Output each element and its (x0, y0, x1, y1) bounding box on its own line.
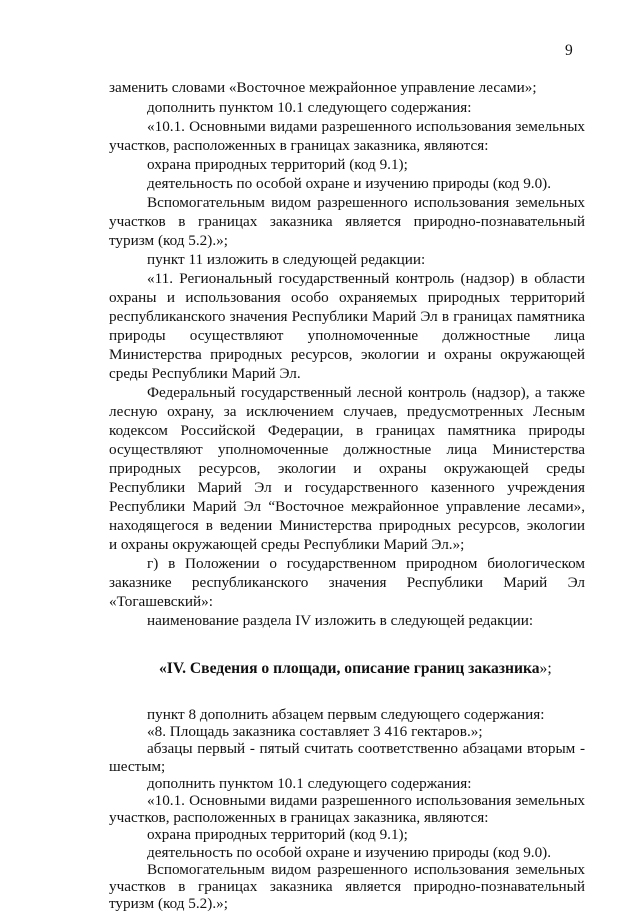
text-line: участков, расположенных в границах заказника, являются: (109, 809, 489, 827)
section-heading (159, 660, 552, 678)
text-line: заменить словами «Восточное межрайонное управление лесами»; (109, 79, 537, 96)
text-line: находящегося в ведении Министерства природных ресурсов, экологии (109, 517, 585, 534)
text-line: Федеральный государственный лесной контроль (надзор), а также (147, 384, 585, 401)
text-line: «10.1. Основными видами разрешенного использования земельных (147, 118, 585, 135)
text-line: «11. Региональный государственный контроль (надзор) в области (147, 270, 585, 287)
text-line: Министерства природных ресурсов, экологии и охраны окружающей (109, 346, 585, 363)
section-heading-bold: «IV. Сведения о площади, описание границ заказника (159, 660, 540, 677)
text-line: природных ресурсов, экологии и охраны окружающей среды (109, 460, 585, 477)
text-line: «10.1. Основными видами разрешенного использования земельных (147, 792, 585, 809)
text-line: г) в Положении о государственном природном биологическом (147, 555, 585, 572)
text-line: пункт 11 изложить в следующей редакции: (147, 251, 426, 268)
text-line: охрана природных территорий (код 9.1); (147, 156, 408, 173)
text-line: охраны и использования особо охраняемых природных территорий (109, 289, 585, 306)
text-line: Республики Марий Эл “Восточное межрайонное управление лесами», (109, 498, 585, 515)
text-line: туризм (код 5.2).»; (109, 232, 228, 249)
text-line: Республики Марий Эл и государственного казенного учреждения (109, 479, 585, 496)
text-line: природы осуществляют уполномоченные должностные лица (109, 327, 585, 344)
text-line: участков в границах заказника является природно-познавательный (109, 878, 585, 895)
text-line: туризм (код 5.2).»; (109, 895, 228, 912)
text-line: осуществляют уполномоченные должностные лица Министерства (109, 441, 585, 458)
text-line: кодексом Российской Федерации, в границах памятника природы (109, 422, 585, 439)
text-line: пункт 8 дополнить абзацем первым следующего содержания: (147, 706, 545, 723)
text-line: абзацы первый - пятый считать соответственно абзацами вторым - (147, 740, 585, 758)
text-line: Вспомогательным видом разрешенного использования земельных (147, 194, 585, 211)
section-heading-tail: »; (539, 660, 552, 677)
text-line: и охраны окружающей среды Республики Марий Эл.»; (109, 536, 465, 553)
text-line: деятельность по особой охране и изучению природы (код 9.0). (147, 843, 552, 861)
text-line: деятельность по особой охране и изучению природы (код 9.0). (147, 175, 552, 192)
text-line: охрана природных территорий (код 9.1); (147, 826, 408, 844)
text-line: заказнике республиканского значения Республики Марий Эл (109, 574, 585, 591)
text-line: среды Республики Марий Эл. (109, 365, 301, 382)
text-line: участков, расположенных в границах заказника, являются: (109, 137, 489, 154)
text-line: шестым; (109, 757, 166, 775)
text-line: участков в границах заказника является природно-познавательный (109, 213, 585, 230)
text-line: дополнить пунктом 10.1 следующего содержания: (147, 99, 472, 116)
text-line: «8. Площадь заказника составляет 3 416 гектаров.»; (147, 723, 483, 741)
page-number: 9 (565, 42, 573, 59)
text-line: лесную охрану, за исключением случаев, предусмотренных Лесным (109, 403, 585, 420)
text-line: Вспомогательным видом разрешенного использования земельных (147, 860, 585, 878)
text-line: «Тогашевский»: (109, 593, 213, 610)
text-line: наименование раздела IV изложить в следующей редакции: (147, 612, 534, 629)
text-line: республиканского значения Республики Марий Эл в границах памятника (109, 308, 585, 325)
text-line: дополнить пунктом 10.1 следующего содержания: (147, 774, 472, 792)
